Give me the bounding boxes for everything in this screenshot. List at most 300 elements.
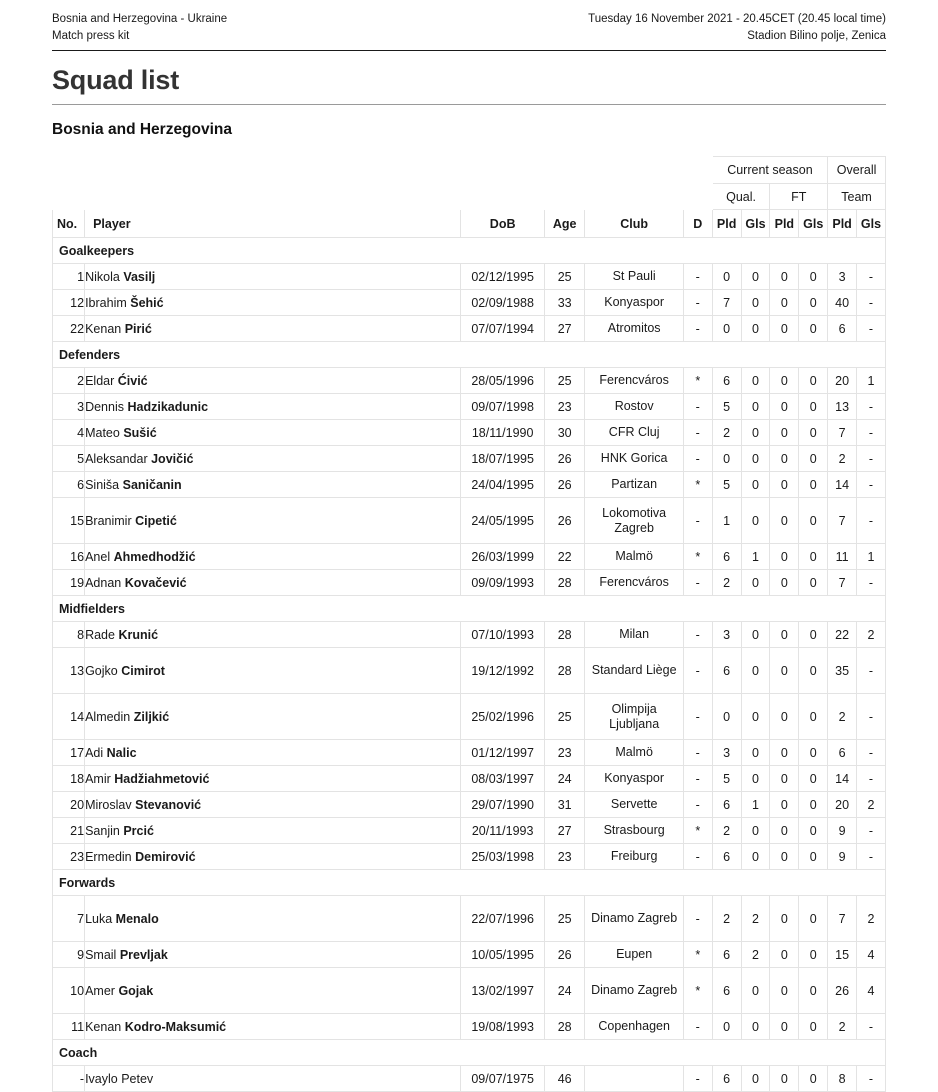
cell-ft-gls: 0	[799, 394, 828, 420]
cell-age: 25	[544, 694, 585, 740]
column-header-no: No.	[53, 210, 85, 238]
cell-d: -	[683, 316, 712, 342]
cell-date-of-birth: 29/07/1990	[461, 792, 544, 818]
section-header-row	[53, 870, 886, 896]
cell-shirt-number: -	[53, 1066, 85, 1092]
cell-team-pld: 7	[828, 498, 857, 544]
cell-d: *	[683, 472, 712, 498]
team-heading: Bosnia and Herzegovina	[52, 121, 233, 138]
player-last-name: Prcić	[123, 823, 154, 838]
cell-qual-pld: 1	[712, 498, 741, 544]
table-row	[53, 394, 886, 420]
player-last-name: Gojak	[118, 983, 154, 998]
sub-header-final-tournament: FT	[770, 184, 828, 210]
cell-date-of-birth: 19/08/1993	[461, 1014, 544, 1040]
cell-date-of-birth: 22/07/1996	[461, 896, 544, 942]
cell-ft-gls: 0	[799, 648, 828, 694]
club-name: Milan	[619, 627, 650, 641]
cell-d: -	[683, 446, 712, 472]
cell-team-pld: 7	[828, 420, 857, 446]
cell-team-gls: -	[857, 394, 886, 420]
section-header-row	[53, 238, 886, 264]
club-name: Konyaspor	[604, 771, 665, 785]
club-name: St Pauli	[612, 269, 656, 283]
cell-ft-gls: 0	[799, 264, 828, 290]
cell-qual-pld: 2	[712, 570, 741, 596]
cell-ft-gls: 0	[799, 792, 828, 818]
player-first-name: Kenan	[85, 321, 122, 336]
cell-qual-gls: 2	[741, 942, 770, 968]
cell-club	[585, 264, 683, 290]
cell-player-name	[85, 648, 461, 694]
cell-club	[585, 766, 683, 792]
cell-qual-gls: 2	[741, 896, 770, 942]
club-name: Malmö	[615, 745, 653, 759]
cell-ft-pld: 0	[770, 368, 799, 394]
cell-team-pld: 14	[828, 766, 857, 792]
cell-shirt-number: 16	[53, 544, 85, 570]
cell-ft-pld: 0	[770, 694, 799, 740]
cell-qual-gls: 0	[741, 844, 770, 870]
cell-club	[585, 740, 683, 766]
column-header-team-gls: Gls	[857, 210, 886, 238]
cell-date-of-birth: 01/12/1997	[461, 740, 544, 766]
cell-qual-pld: 6	[712, 968, 741, 1014]
cell-age: 28	[544, 1014, 585, 1040]
column-header-team-pld: Pld	[828, 210, 857, 238]
table-row	[53, 694, 886, 740]
cell-qual-pld: 6	[712, 648, 741, 694]
cell-qual-gls: 0	[741, 570, 770, 596]
cell-date-of-birth: 25/02/1996	[461, 694, 544, 740]
section-label: Goalkeepers	[53, 238, 886, 264]
cell-team-pld: 8	[828, 1066, 857, 1092]
cell-qual-gls: 0	[741, 694, 770, 740]
cell-qual-pld: 5	[712, 394, 741, 420]
table-row	[53, 446, 886, 472]
cell-ft-gls: 0	[799, 570, 828, 596]
cell-player-name	[85, 766, 461, 792]
player-first-name: Luka	[85, 911, 113, 926]
cell-date-of-birth: 25/03/1998	[461, 844, 544, 870]
cell-d: -	[683, 694, 712, 740]
cell-ft-pld: 0	[770, 544, 799, 570]
player-last-name: Hadzikadunic	[127, 399, 209, 414]
cell-qual-pld: 5	[712, 472, 741, 498]
cell-player-name	[85, 1014, 461, 1040]
club-name: Konyaspor	[604, 295, 665, 309]
cell-date-of-birth: 18/07/1995	[461, 446, 544, 472]
cell-club	[585, 570, 683, 596]
table-row	[53, 942, 886, 968]
column-header-qual-gls: Gls	[741, 210, 770, 238]
player-last-name: Jovičić	[151, 451, 194, 466]
cell-club	[585, 394, 683, 420]
spacer-cell	[85, 184, 461, 210]
cell-qual-pld: 0	[712, 694, 741, 740]
section-header-row	[53, 596, 886, 622]
cell-age: 25	[544, 896, 585, 942]
cell-player-name	[85, 290, 461, 316]
player-first-name: Eldar	[85, 373, 115, 388]
cell-club	[585, 498, 683, 544]
club-name: HNK Gorica	[600, 451, 668, 465]
cell-qual-gls: 0	[741, 446, 770, 472]
player-first-name: Nikola	[85, 269, 120, 284]
player-last-name: Cipetić	[135, 513, 177, 528]
cell-shirt-number: 17	[53, 740, 85, 766]
table-row	[53, 740, 886, 766]
cell-player-name	[85, 264, 461, 290]
cell-club	[585, 316, 683, 342]
player-first-name: Amir	[85, 771, 111, 786]
cell-d: *	[683, 368, 712, 394]
cell-ft-pld: 0	[770, 394, 799, 420]
cell-age: 24	[544, 968, 585, 1014]
cell-team-pld: 2	[828, 446, 857, 472]
cell-ft-pld: 0	[770, 942, 799, 968]
cell-team-gls: -	[857, 648, 886, 694]
cell-team-pld: 2	[828, 1014, 857, 1040]
cell-shirt-number: 13	[53, 648, 85, 694]
cell-team-pld: 2	[828, 694, 857, 740]
cell-shirt-number: 10	[53, 968, 85, 1014]
cell-team-gls: -	[857, 472, 886, 498]
cell-qual-pld: 7	[712, 290, 741, 316]
cell-qual-pld: 2	[712, 420, 741, 446]
cell-shirt-number: 23	[53, 844, 85, 870]
club-name: Ferencváros	[599, 575, 669, 589]
cell-ft-pld: 0	[770, 264, 799, 290]
cell-d: -	[683, 570, 712, 596]
cell-ft-pld: 0	[770, 740, 799, 766]
table-row	[53, 544, 886, 570]
cell-player-name	[85, 498, 461, 544]
cell-player-name	[85, 844, 461, 870]
player-first-name: Ibrahim	[85, 295, 127, 310]
cell-date-of-birth: 24/04/1995	[461, 472, 544, 498]
cell-qual-gls: 0	[741, 472, 770, 498]
cell-shirt-number: 22	[53, 316, 85, 342]
cell-player-name	[85, 394, 461, 420]
column-header-player: Player	[85, 210, 461, 238]
group-header-current-season: Current season	[712, 157, 827, 184]
cell-age: 28	[544, 622, 585, 648]
cell-team-gls: -	[857, 446, 886, 472]
club-name: Freiburg	[610, 849, 658, 863]
cell-shirt-number: 19	[53, 570, 85, 596]
club-name: Dinamo Zagreb	[591, 983, 678, 997]
cell-team-pld: 22	[828, 622, 857, 648]
cell-player-name	[85, 544, 461, 570]
running-header-right	[588, 11, 886, 45]
cell-team-gls: 2	[857, 792, 886, 818]
player-first-name: Siniša	[85, 477, 120, 492]
cell-player-name	[85, 968, 461, 1014]
cell-team-pld: 35	[828, 648, 857, 694]
cell-club	[585, 290, 683, 316]
cell-team-gls: -	[857, 316, 886, 342]
cell-team-gls: -	[857, 818, 886, 844]
cell-team-gls: 1	[857, 544, 886, 570]
cell-d: -	[683, 290, 712, 316]
cell-club	[585, 648, 683, 694]
cell-ft-pld: 0	[770, 1014, 799, 1040]
club-name: Malmö	[615, 549, 653, 563]
cell-qual-gls: 0	[741, 498, 770, 544]
cell-shirt-number: 2	[53, 368, 85, 394]
cell-qual-pld: 5	[712, 766, 741, 792]
cell-club	[585, 1014, 683, 1040]
spacer-cell	[585, 184, 683, 210]
cell-team-gls: 1	[857, 368, 886, 394]
cell-date-of-birth: 07/10/1993	[461, 622, 544, 648]
cell-shirt-number: 18	[53, 766, 85, 792]
cell-ft-gls: 0	[799, 1066, 828, 1092]
club-name: Lokomotiva Zagreb	[602, 505, 667, 535]
player-last-name: Ziljkić	[133, 709, 170, 724]
spacer-cell	[683, 184, 712, 210]
club-name: Rostov	[614, 399, 654, 413]
cell-team-pld: 7	[828, 570, 857, 596]
cell-date-of-birth: 24/05/1995	[461, 498, 544, 544]
player-last-name: Menalo	[115, 911, 159, 926]
player-last-name: Ćivić	[117, 373, 148, 388]
club-name: Standard Liège	[591, 663, 677, 677]
cell-age: 23	[544, 740, 585, 766]
cell-player-name	[85, 570, 461, 596]
cell-team-pld: 11	[828, 544, 857, 570]
club-name: Partizan	[611, 477, 658, 491]
cell-team-pld: 3	[828, 264, 857, 290]
cell-team-gls: -	[857, 844, 886, 870]
cell-club	[585, 622, 683, 648]
cell-qual-gls: 0	[741, 316, 770, 342]
club-name: Atromitos	[607, 321, 661, 335]
running-header	[52, 0, 886, 45]
cell-club	[585, 844, 683, 870]
cell-d: -	[683, 648, 712, 694]
cell-ft-pld: 0	[770, 792, 799, 818]
cell-age: 46	[544, 1066, 585, 1092]
player-first-name: Adi	[85, 745, 104, 760]
spacer-cell	[85, 157, 461, 184]
cell-d: -	[683, 844, 712, 870]
club-name: CFR Cluj	[608, 425, 660, 439]
cell-qual-gls: 0	[741, 264, 770, 290]
cell-qual-pld: 6	[712, 844, 741, 870]
cell-ft-gls: 0	[799, 942, 828, 968]
cell-qual-gls: 0	[741, 420, 770, 446]
cell-qual-gls: 0	[741, 290, 770, 316]
table-row	[53, 368, 886, 394]
player-first-name: Almedin	[85, 709, 131, 724]
cell-player-name	[85, 316, 461, 342]
cell-team-gls: -	[857, 498, 886, 544]
cell-d: -	[683, 498, 712, 544]
spacer-cell	[461, 157, 544, 184]
cell-ft-gls: 0	[799, 766, 828, 792]
table-row	[53, 316, 886, 342]
cell-ft-pld: 0	[770, 844, 799, 870]
section-label: Midfielders	[53, 596, 886, 622]
cell-qual-gls: 0	[741, 1014, 770, 1040]
player-first-name: Smail	[85, 947, 117, 962]
cell-ft-gls: 0	[799, 544, 828, 570]
spacer-cell	[544, 184, 585, 210]
cell-age: 23	[544, 844, 585, 870]
cell-team-gls: -	[857, 740, 886, 766]
cell-date-of-birth: 26/03/1999	[461, 544, 544, 570]
cell-ft-pld: 0	[770, 472, 799, 498]
cell-club	[585, 818, 683, 844]
section-header-row	[53, 342, 886, 368]
player-last-name: Demirović	[135, 849, 196, 864]
cell-team-gls: -	[857, 420, 886, 446]
player-first-name: Ivaylo Petev	[85, 1071, 154, 1086]
cell-d: -	[683, 792, 712, 818]
cell-club	[585, 968, 683, 1014]
player-first-name: Aleksandar	[85, 451, 148, 466]
cell-team-gls: -	[857, 570, 886, 596]
cell-team-pld: 26	[828, 968, 857, 1014]
cell-date-of-birth: 28/05/1996	[461, 368, 544, 394]
cell-team-pld: 14	[828, 472, 857, 498]
cell-qual-gls: 0	[741, 622, 770, 648]
player-first-name: Dennis	[85, 399, 124, 414]
cell-team-pld: 20	[828, 792, 857, 818]
table-row	[53, 290, 886, 316]
table-row	[53, 498, 886, 544]
cell-age: 30	[544, 420, 585, 446]
cell-age: 26	[544, 498, 585, 544]
cell-player-name	[85, 694, 461, 740]
cell-qual-pld: 0	[712, 446, 741, 472]
cell-ft-pld: 0	[770, 896, 799, 942]
cell-d: -	[683, 1066, 712, 1092]
cell-team-pld: 6	[828, 740, 857, 766]
cell-qual-gls: 0	[741, 766, 770, 792]
spacer-cell	[53, 184, 85, 210]
cell-date-of-birth: 08/03/1997	[461, 766, 544, 792]
cell-age: 33	[544, 290, 585, 316]
cell-qual-pld: 3	[712, 622, 741, 648]
document-type: Match press kit	[52, 30, 130, 42]
cell-team-gls: 2	[857, 622, 886, 648]
club-name: Copenhagen	[598, 1019, 670, 1033]
cell-ft-gls: 0	[799, 740, 828, 766]
player-last-name: Prevljak	[119, 947, 168, 962]
squad-table-body	[53, 238, 886, 1092]
cell-age: 27	[544, 316, 585, 342]
page-title: Squad list	[52, 65, 180, 95]
cell-d: -	[683, 394, 712, 420]
cell-date-of-birth: 09/07/1975	[461, 1066, 544, 1092]
cell-date-of-birth: 18/11/1990	[461, 420, 544, 446]
player-last-name: Pirić	[124, 321, 152, 336]
cell-team-gls: -	[857, 264, 886, 290]
column-header-d: D	[683, 210, 712, 238]
cell-club	[585, 942, 683, 968]
cell-shirt-number: 1	[53, 264, 85, 290]
section-header-row	[53, 1040, 886, 1066]
table-row	[53, 264, 886, 290]
column-header-qual-pld: Pld	[712, 210, 741, 238]
player-last-name: Kovačević	[124, 575, 187, 590]
cell-d: *	[683, 818, 712, 844]
cell-age: 26	[544, 446, 585, 472]
cell-team-gls: -	[857, 1066, 886, 1092]
column-header-dob: DoB	[461, 210, 544, 238]
cell-club	[585, 446, 683, 472]
cell-team-pld: 9	[828, 818, 857, 844]
cell-ft-gls: 0	[799, 1014, 828, 1040]
cell-qual-pld: 6	[712, 544, 741, 570]
cell-shirt-number: 11	[53, 1014, 85, 1040]
cell-shirt-number: 6	[53, 472, 85, 498]
cell-club	[585, 420, 683, 446]
cell-team-pld: 13	[828, 394, 857, 420]
table-row	[53, 766, 886, 792]
cell-ft-gls: 0	[799, 290, 828, 316]
cell-qual-gls: 0	[741, 968, 770, 1014]
cell-age: 23	[544, 394, 585, 420]
player-first-name: Rade	[85, 627, 115, 642]
cell-age: 22	[544, 544, 585, 570]
cell-age: 27	[544, 818, 585, 844]
cell-player-name	[85, 818, 461, 844]
player-last-name: Sušić	[123, 425, 157, 440]
table-row	[53, 1014, 886, 1040]
cell-club	[585, 544, 683, 570]
cell-d: *	[683, 968, 712, 1014]
cell-qual-pld: 0	[712, 316, 741, 342]
cell-d: *	[683, 544, 712, 570]
club-name: Dinamo Zagreb	[591, 911, 678, 925]
club-name: Servette	[610, 797, 658, 811]
player-last-name: Hadžiahmetović	[114, 771, 210, 786]
cell-date-of-birth: 02/09/1988	[461, 290, 544, 316]
cell-d: -	[683, 622, 712, 648]
cell-shirt-number: 5	[53, 446, 85, 472]
cell-qual-pld: 6	[712, 792, 741, 818]
cell-team-gls: 4	[857, 968, 886, 1014]
column-header-age: Age	[544, 210, 585, 238]
cell-club	[585, 472, 683, 498]
cell-age: 26	[544, 942, 585, 968]
cell-date-of-birth: 19/12/1992	[461, 648, 544, 694]
sub-header-qualifying: Qual.	[712, 184, 770, 210]
column-header-ft-pld: Pld	[770, 210, 799, 238]
cell-d: *	[683, 942, 712, 968]
player-first-name: Sanjin	[85, 823, 120, 838]
title-block	[52, 51, 886, 97]
player-last-name: Nalic	[106, 745, 137, 760]
cell-team-pld: 9	[828, 844, 857, 870]
cell-qual-pld: 2	[712, 818, 741, 844]
section-label: Forwards	[53, 870, 886, 896]
cell-ft-gls: 0	[799, 694, 828, 740]
cell-ft-pld: 0	[770, 766, 799, 792]
table-row	[53, 420, 886, 446]
spacer-cell	[544, 157, 585, 184]
cell-player-name	[85, 1066, 461, 1092]
player-last-name: Saničanin	[122, 477, 182, 492]
cell-d: -	[683, 740, 712, 766]
cell-ft-pld: 0	[770, 420, 799, 446]
cell-qual-gls: 0	[741, 394, 770, 420]
cell-team-pld: 20	[828, 368, 857, 394]
